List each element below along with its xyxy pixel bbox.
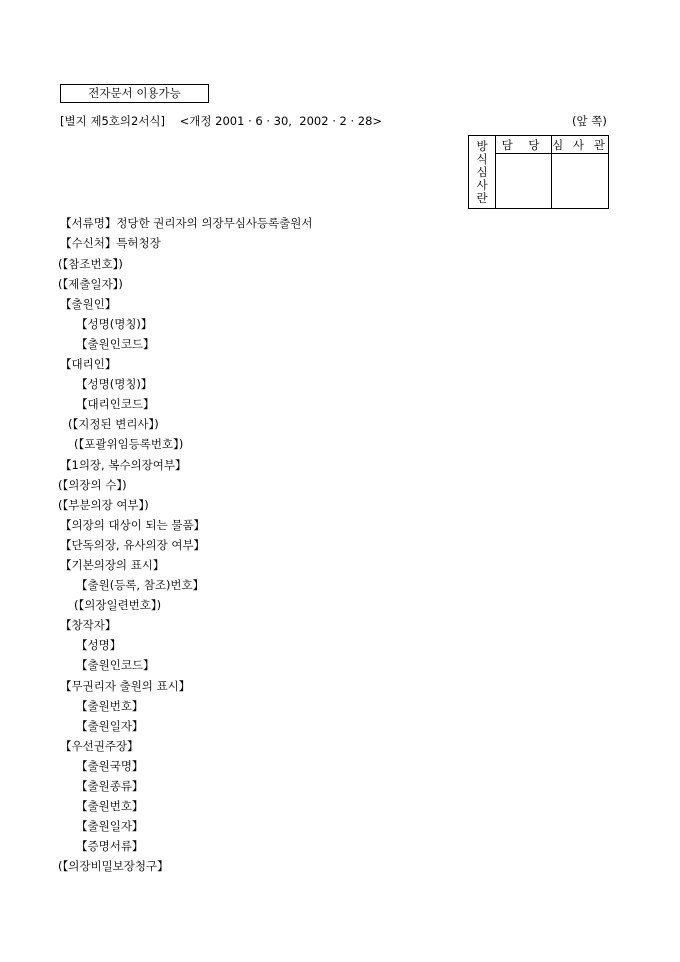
electronic-document-stamp: 전자문서 이용가능 [60, 84, 209, 103]
review-header-char: 란 [476, 190, 488, 205]
review-header-char: 사 [476, 177, 488, 192]
field-agent-name: 【성명(명칭)】 [76, 377, 153, 391]
field-number-of-designs: (【의장의 수】) [58, 478, 127, 492]
review-cell-officer [496, 154, 552, 209]
field-applicant: 【출원인】 [60, 297, 117, 311]
field-design-serial-number: (【의장일련번호】) [74, 598, 162, 612]
review-box-row-header [469, 136, 496, 209]
field-priority-country: 【출원국명】 [76, 759, 144, 773]
field-partial-design: (【부분의장 여부】) [58, 498, 149, 512]
field-priority-date: 【출원일자】 [76, 819, 144, 833]
field-application-registration-number: 【출원(등록, 참조)번호】 [76, 578, 205, 592]
field-single-multiple-design: 【1의장, 복수의장여부】 [60, 458, 187, 472]
field-applicant-name: 【성명(명칭)】 [76, 317, 153, 331]
field-unentitled-application-number: 【출원번호】 [76, 699, 144, 713]
field-creator: 【창작자】 [60, 618, 117, 632]
field-designated-attorney: (【지정된 변리사】) [68, 417, 159, 431]
field-priority-number: 【출원번호】 [76, 799, 144, 813]
field-recipient: 【수신처】특허청장 [60, 236, 161, 250]
field-creator-code: 【출원인코드】 [76, 658, 155, 672]
field-reference-number: (【참조번호】) [58, 257, 123, 271]
field-design-article: 【의장의 대상이 되는 물품】 [60, 518, 206, 532]
field-unentitled-application: 【무권리자 출원의 표시】 [60, 679, 191, 693]
review-box [468, 135, 609, 209]
review-header-char: 방 [476, 138, 488, 153]
review-header-char: 식 [476, 151, 488, 166]
field-unentitled-application-date: 【출원일자】 [76, 719, 144, 733]
review-col-examiner: 심 사 관 [552, 136, 609, 154]
field-power-of-attorney-number: (【포괄위임등록번호】) [74, 437, 184, 451]
field-document-name: 【서류명】정당한 권리자의 의장무심사등록출원서 [60, 216, 313, 230]
field-agent: 【대리인】 [60, 357, 117, 371]
field-proof-documents: 【증명서류】 [76, 839, 144, 853]
field-priority-claim: 【우선권주장】 [60, 739, 139, 753]
review-header-char: 심 [476, 164, 488, 179]
field-priority-type: 【출원종류】 [76, 779, 144, 793]
field-design-secrecy-request: (【의장비밀보장청구】 [58, 859, 169, 873]
field-basic-design-indication: 【기본의장의 표시】 [60, 558, 165, 572]
field-agent-code: 【대리인코드】 [76, 397, 155, 411]
review-cell-examiner [552, 154, 609, 209]
field-creator-name: 【성명】 [76, 638, 122, 652]
page-side-label: (앞 쪽) [572, 114, 607, 128]
review-col-officer: 담 당 [496, 136, 552, 154]
field-applicant-code: 【출원인코드】 [76, 337, 155, 351]
form-number: [별지 제5호의2서식] <개정 2001 · 6 · 30, 2002 · 2 · 28> [60, 114, 383, 128]
field-submission-date: (【제출일자】) [58, 277, 123, 291]
field-independent-similar-design: 【단독의장, 유사의장 여부】 [60, 538, 206, 552]
